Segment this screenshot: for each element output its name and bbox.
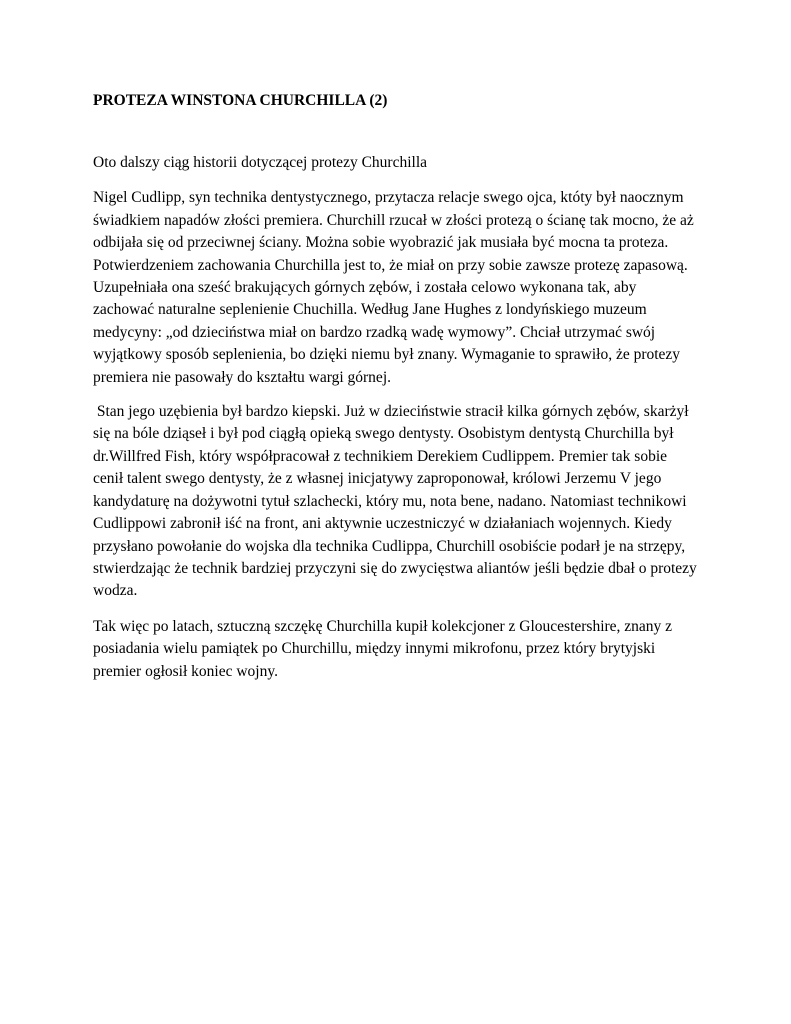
text-line: Stan jego uzębienia był bardzo kiepski. Już w dzieciństwie stracił kilka górnych zębów, skarżył (93, 403, 689, 421)
paragraph-1 (93, 187, 705, 389)
text-line: premier ogłosił koniec wojny. (93, 662, 278, 680)
text-line: stwierdzając że technik bardziej przyczyni się do zwycięstwa aliantów jeśli będzie dbał o protezy (93, 559, 697, 577)
text-line: wyjątkowy sposób seplenienia, bo dzięki niemu był znany. Wymaganie to sprawiło, że protezy (93, 346, 681, 364)
text-line: się na bóle dziąseł i był pod ciągłą opieką swego dentysty. Osobistym dentystą Churchilla był (93, 425, 674, 443)
text-line: odbijała się od przeciwnej ściany. Można sobie wyobrazić jak musiała być mocna ta proteza. (93, 234, 669, 252)
text-line: medycyny: „od dzieciństwa miał on bardzo rzadką wadę wymowy”. Chciał utrzymać swój (93, 323, 656, 341)
text-line: Nigel Cudlipp, syn technika dentystycznego, przytacza relacje swego ojca, któty był naocznym (93, 189, 684, 207)
text-line: Cudlippowi zabronił iść na front, ani aktywnie uczestniczyć w działaniach wojennych. Kiedy (93, 515, 672, 533)
text-line: zachować naturalne seplenienie Chuchilla. Według Jane Hughes z londyńskiego muzeum (93, 301, 647, 319)
text-line: przysłano powołanie do wojska dla technika Cudlippa, Churchill osobiście podarł je na strzępy, (93, 537, 686, 555)
document-title: PROTEZA WINSTONA CHURCHILLA (2) (93, 92, 388, 109)
text-line: cenił talent swego dentysty, że z własnej inicjatywy zaproponował, królowi Jerzemu V jego (93, 470, 662, 488)
paragraph-2 (93, 401, 705, 603)
text-line: kandydaturę na dożywotni tytuł szlachecki, który mu, nota bene, nadano. Natomiast technikowi (93, 492, 687, 510)
paragraph-3 (93, 616, 705, 683)
text-line: wodza. (93, 582, 138, 600)
text-line: Potwierdzeniem zachowania Churchilla jest to, że miał on przy sobie zawsze protezę zapasową. (93, 256, 688, 274)
text-line: dr.Willfred Fish, który współpracował z technikiem Derekiem Cudlippem. Premier tak sobie (93, 447, 668, 465)
document-body (93, 90, 705, 683)
text-line: posiadania wielu pamiątek po Churchillu, między innymi mikrofonu, przez który brytyjski (93, 640, 656, 658)
text-line: świadkiem napadów złości premiera. Churchill rzucał w złości protezą o ścianę tak mocno, że aż (93, 211, 694, 229)
intro-paragraph: Oto dalszy ciąg historii dotyczącej protezy Churchilla (93, 154, 427, 171)
text-line: premiera nie pasowały do kształtu wargi górnej. (93, 368, 391, 386)
text-line: Uzupełniała ona sześć brakujących górnych zębów, i została celowo wykonana tak, aby (93, 279, 637, 297)
text-line: Tak więc po latach, sztuczną szczękę Churchilla kupił kolekcjoner z Gloucestershire, znany z (93, 617, 673, 635)
